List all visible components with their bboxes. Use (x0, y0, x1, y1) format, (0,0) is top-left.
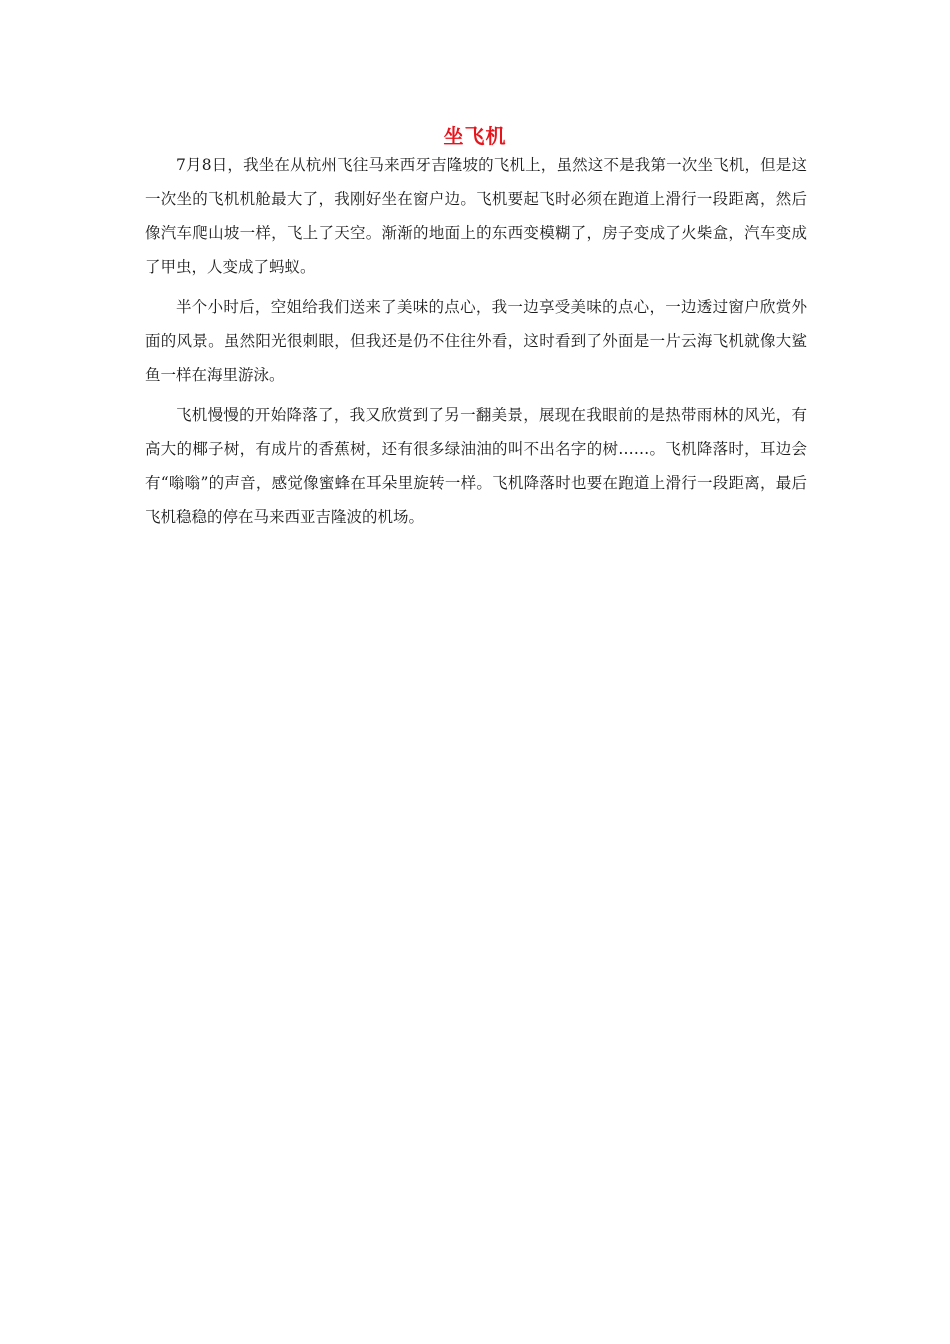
document-body (145, 148, 807, 534)
paragraph-2: 半个小时后，空姐给我们送来了美味的点心，我一边享受美味的点心，一边透过窗户欣赏外面的风景。虽然阳光很刺眼，但我还是仍不住往外看，这时看到了外面是一片云海飞机就像大鲨鱼一样在海里游泳。 (145, 298, 807, 384)
paragraph-1: 7月8日，我坐在从杭州飞往马来西牙吉隆坡的飞机上，虽然这不是我第一次坐飞机，但是这一次坐的飞机机舱最大了，我刚好坐在窗户边。飞机要起飞时必须在跑道上滑行一段距离，然后像汽车爬山坡一样，飞上了天空。渐渐的地面上的东西变模糊了，房子变成了火柴盒，汽车变成了甲虫，人变成了蚂蚁。 (145, 156, 807, 276)
paragraph-3: 飞机慢慢的开始降落了，我又欣赏到了另一翻美景，展现在我眼前的是热带雨林的风光，有高大的椰子树，有成片的香蕉树，还有很多绿油油的叫不出名字的树……。飞机降落时，耳边会有“嗡嗡”的声音，感觉像蜜蜂在耳朵里旋转一样。飞机降落时也要在跑道上滑行一段距离，最后飞机稳稳的停在马来西亚吉隆波的机场。 (145, 406, 807, 526)
document-title: 坐飞机 (443, 124, 507, 148)
